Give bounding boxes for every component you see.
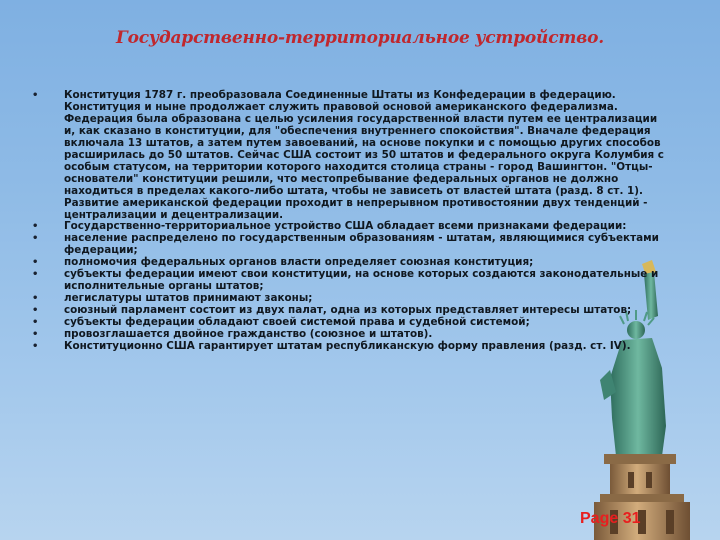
bullet-item — [30, 90, 670, 221]
bullet-dot: • — [32, 341, 39, 353]
bullet-dot: • — [32, 293, 39, 305]
bullet-text: субъекты федерации имеют свои конституции, на основе которых создаются законодательные и исполнительные органы штатов; — [64, 268, 659, 293]
bullet-text: полномочия федеральных органов власти определяет союзная конституция; — [64, 256, 534, 269]
bullet-dot: • — [32, 317, 39, 329]
bullet-text: легислатуры штатов принимают законы; — [64, 292, 313, 305]
bullet-dot: • — [32, 90, 39, 101]
bullet-dot: • — [32, 221, 39, 233]
bullet-text: население распределено по государственным образованиям - штатам, являющимися субъектами федерации; — [64, 232, 659, 257]
bullet-dot: • — [32, 257, 39, 269]
bullet-item — [30, 233, 670, 257]
bullet-item — [30, 269, 670, 293]
bullet-text: провозглашается двойное гражданство (союзное и штатов). — [64, 328, 433, 341]
bullet-text: субъекты федерации обладают своей системой права и судебной системой; — [64, 316, 530, 329]
bullet-dot: • — [32, 305, 39, 317]
bullet-text: Государственно-территориальное устройство США обладает всеми признаками федерации: — [64, 220, 627, 233]
bullet-text: Конституционно США гарантирует штатам республиканскую форму правления (разд. ст. IV). — [64, 340, 631, 353]
page-number: Page 31 — [580, 510, 641, 527]
bullet-item — [30, 341, 670, 353]
bullet-dot: • — [32, 329, 39, 341]
bullet-text: союзный парламент состоит из двух палат, одна из которых представляет интересы штатов; — [64, 304, 632, 317]
bullet-list — [30, 90, 670, 353]
bullet-text: Конституция 1787 г. преобразовала Соединенные Штаты из Конфедерации в федерацию. Конституция и ныне продолжает служить правовой основой американского федерализма. Федерация была образована с целью усиления государственной власти путем ее централизации и, как сказано в конституции, для "обеспечения внутреннего спокойствия". Вначале федерация включала 13 штатов, а затем путем завоеваний, на основе покупки и с помощью других способов расширилась до 50 штатов. Сейчас США состоит из 50 штатов и федерального округа Колумбия с особым статусом, на территории которого находится столица страны - город Вашингтон. "Отцы-основатели" конституции решили, что местопребывание федеральных органов не должно находиться в пределах какого-либо штата, чтобы не зависеть от властей штата (разд. 8 ст. 1). Развитие американской федерации проходит в непрерывном противостоянии двух тенденций - централизации и децентрализации. — [64, 89, 664, 221]
bullet-dot: • — [32, 269, 39, 281]
bullet-dot: • — [32, 233, 39, 245]
slide-title: Государственно-территориальное устройство. — [116, 28, 604, 48]
